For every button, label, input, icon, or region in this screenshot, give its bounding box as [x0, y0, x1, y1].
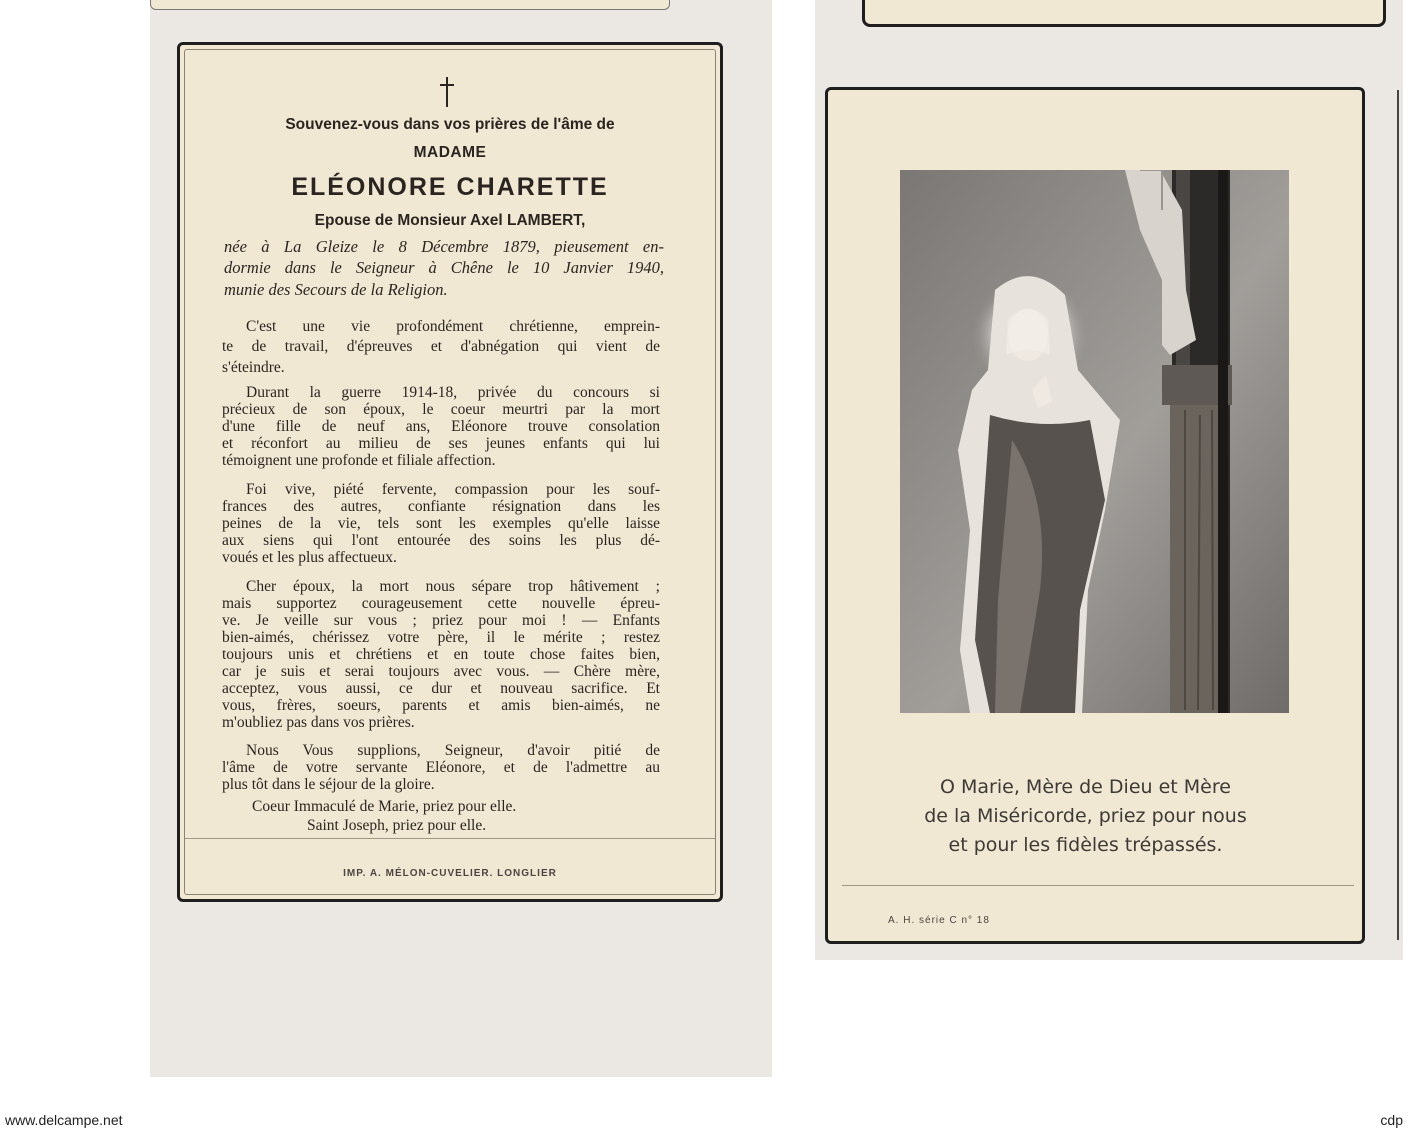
invocation: Saint Joseph, priez pour elle. — [307, 817, 487, 834]
text-line: mais supportez courageusement cette nouvelle épreu- — [222, 595, 660, 612]
cross-icon — [436, 75, 458, 109]
text-line: l'âme de votre servante Eléonore, et de l'admettre au — [222, 759, 660, 776]
text-line: vous, frères, soeurs, parents et amis bien-aimés, ne — [222, 697, 660, 714]
text-line: s'éteindre. — [222, 359, 285, 376]
previous-card-edge-left — [150, 0, 670, 10]
site-url: www.delcampe.net — [5, 1112, 123, 1128]
seller-tag: cdp — [1380, 1112, 1403, 1128]
text-line: et réconfort au milieu de ses jeunes enfants qui lui — [222, 435, 660, 452]
text-line: précieux de son époux, le coeur meurtri par la mort — [222, 401, 660, 418]
text-line: plus tôt dans le séjour de la gloire. — [222, 776, 435, 793]
honorific: MADAME — [413, 144, 487, 161]
previous-card-edge-right — [862, 0, 1386, 27]
text-line: toujours unis et chrétiens et en toute chose faites bien, — [222, 646, 660, 663]
text-line: C'est une vie profondément chrétienne, emprein- — [246, 318, 660, 335]
text-line: témoignent une profonde et filiale affection. — [222, 452, 496, 469]
next-card-edge — [1397, 90, 1405, 940]
devotional-image — [900, 170, 1289, 713]
text-line: Durant la guerre 1914-18, privée du concours si — [246, 384, 660, 401]
text-line: aux siens qui l'ont entourée des soins les plus dé- — [222, 532, 660, 549]
text-line: frances des autres, confiante résignation dans les — [222, 498, 660, 515]
deceased-name: ELÉONORE CHARETTE — [291, 173, 609, 201]
text-line: peines de la vie, tels sont les exemples qu'elle laisse — [222, 515, 660, 532]
bio-line: née à La Gleize le 8 Décembre 1879, pieusement en- — [224, 237, 664, 256]
text-line: Foi vive, piété fervente, compassion pour les souf- — [246, 481, 660, 498]
invocation: Coeur Immaculé de Marie, priez pour elle. — [252, 798, 517, 815]
text-line: voués et les plus affectueux. — [222, 549, 397, 566]
text-line: ve. Je veille sur vous ; priez pour moi ! — Enfants — [222, 612, 660, 629]
printer-credit: IMP. A. MÉLON-CUVELIER. LONGLIER — [343, 868, 557, 879]
text-line: d'une fille de neuf ans, Eléonore trouve consolation — [222, 418, 660, 435]
text-line: acceptez, vous aussi, ce dur et nouveau sacrifice. Et — [222, 680, 660, 697]
text-line: car je suis et serai toujours avec vous. — Chère mère, — [222, 663, 660, 680]
text-line: te de travail, d'épreuves et d'abnégation qui vient de — [222, 338, 660, 355]
bio-line: munie des Secours de la Religion. — [224, 280, 448, 299]
prayer-line: O Marie, Mère de Dieu et Mère — [940, 776, 1231, 798]
text-line: m'oubliez pas dans vos prières. — [222, 714, 415, 731]
intro-line: Souvenez-vous dans vos prières de l'âme de — [285, 116, 615, 133]
bio-line: dormie dans le Seigneur à Chêne le 10 Janvier 1940, — [224, 258, 664, 277]
spouse-line: Epouse de Monsieur Axel LAMBERT, — [314, 212, 586, 229]
text-line: bien-aimés, chérissez votre père, il le mérite ; restez — [222, 629, 660, 646]
card-divider — [842, 885, 1354, 886]
text-line: Nous Vous supplions, Seigneur, d'avoir pitié de — [246, 742, 660, 759]
prayer-line: et pour les fidèles trépassés. — [948, 834, 1223, 856]
text-line: Cher époux, la mort nous sépare trop hâtivement ; — [246, 578, 660, 595]
series-number: A. H. série C n° 18 — [888, 915, 990, 926]
card-divider — [185, 838, 715, 839]
prayer-line: de la Miséricorde, priez pour nous — [924, 805, 1247, 827]
